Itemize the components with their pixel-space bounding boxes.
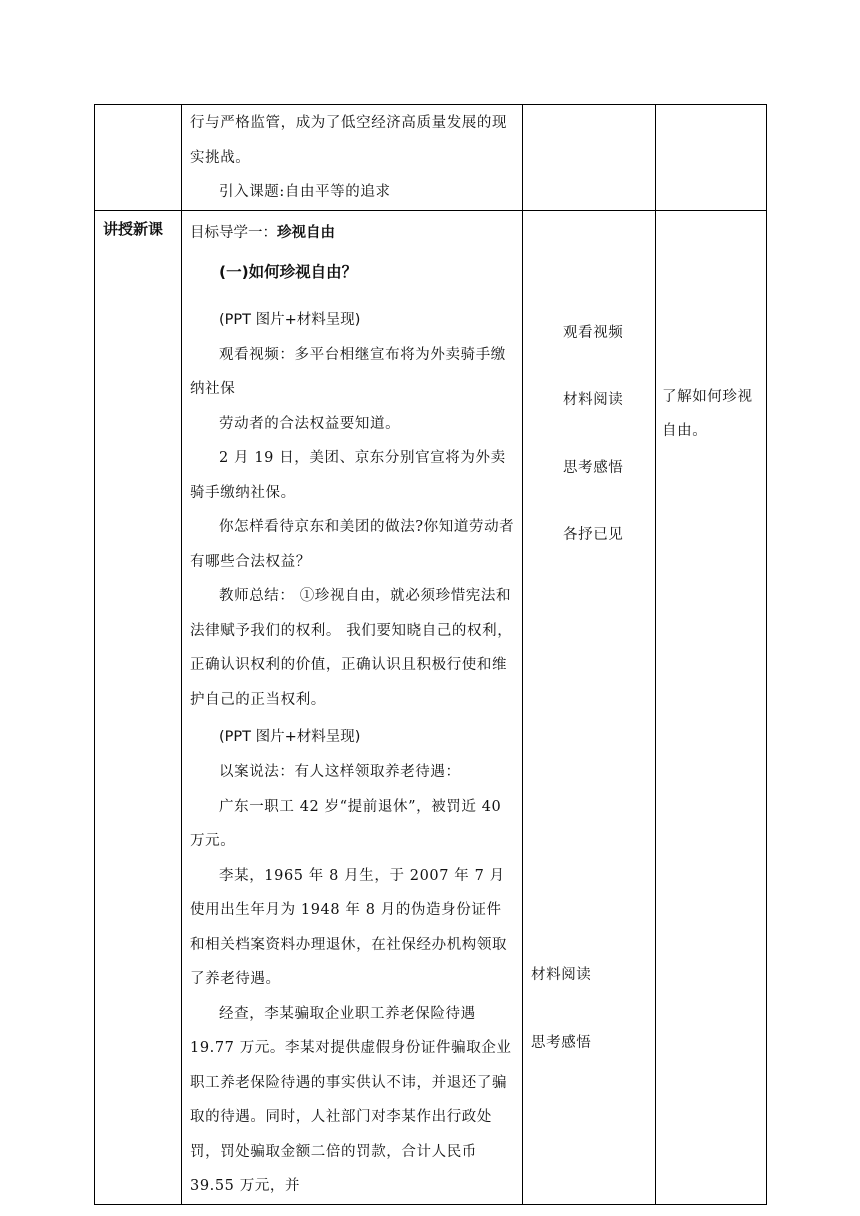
lesson-plan-table: [94, 104, 767, 1205]
intro-topic: 引入课题:自由平等的追求: [219, 184, 391, 200]
content-paragraph: 广东一职工 42 岁“提前退休”，被罚近 40 万元。: [190, 798, 502, 849]
content-paragraph: 李某，1965 年 8 月生，于 2007 年 7 月使用出生年月为 1948 年 8 月的伪造身份证件和相关档案资料办理退休，在社保经办机构领取了养老待遇。: [190, 867, 508, 987]
goal-heading: [190, 211, 516, 243]
activity-item: 思考感悟: [563, 459, 624, 476]
goal-prefix: 目标导学一：: [190, 224, 277, 241]
stage-label: 讲授新课: [103, 219, 164, 238]
activity-item: 思考感悟: [531, 1034, 592, 1051]
content-paragraph: 以案说法：有人这样领取养老待遇：: [219, 764, 461, 780]
activity-cell: [523, 210, 656, 1204]
content-paragraph: 行与严格监管，成为了低空经济高质量发展的现实挑战。: [190, 115, 508, 166]
section-title: (一)如何珍视自由？: [219, 262, 358, 281]
ppt-note: (PPT 图片+材料呈现): [219, 311, 361, 328]
content-paragraph: 你怎样看待京东和美团的做法?你知道劳动者有哪些合法权益？: [190, 519, 515, 570]
table-row: [95, 105, 767, 211]
content-paragraph: 劳动者的合法权益要知道。: [219, 415, 401, 432]
activity-item: 各抒已见: [563, 526, 624, 543]
content-paragraph: 经查，李某骗取企业职工养老保险待遇 19.77 万元。李某对提供虚假身份证件骗取企业职工养老保险待遇的事实供认不讳，并退还了骗取的待遇。同时，人社部门对李某作出行政处罚，罚处骗取金额二倍的罚款，合计人民币 39.55 万元，并: [190, 1005, 512, 1194]
ppt-note: (PPT 图片+材料呈现): [219, 729, 361, 745]
content-paragraph: 观看视频：多平台相继宣布将为外卖骑手缴纳社保: [190, 346, 506, 397]
content-cell: [182, 210, 523, 1204]
activity-item: 材料阅读: [563, 391, 624, 408]
stage-cell: [95, 210, 182, 1204]
intent-cell: [656, 210, 767, 1204]
teacher-summary: 教师总结： ①珍视自由，就必须珍惜宪法和法律赋予我们的权利。 我们要知晓自己的权利，正确认识权利的价值，正确认识且积极行使和维护自己的正当权利。: [190, 588, 513, 708]
design-intent: 了解如何珍视自由。: [662, 388, 753, 439]
activity-item: 材料阅读: [531, 966, 592, 983]
table-row: [95, 210, 767, 1204]
content-paragraph: 2 月 19 日，美团、京东分别官宣将为外卖骑手缴纳社保。: [190, 450, 506, 501]
activity-cell-empty: [523, 105, 656, 211]
stage-cell-empty: [95, 105, 182, 211]
content-cell: [182, 105, 523, 211]
activity-item: 观看视频: [563, 324, 624, 341]
goal-title: 珍视自由: [277, 224, 335, 241]
intent-cell-empty: [656, 105, 767, 211]
